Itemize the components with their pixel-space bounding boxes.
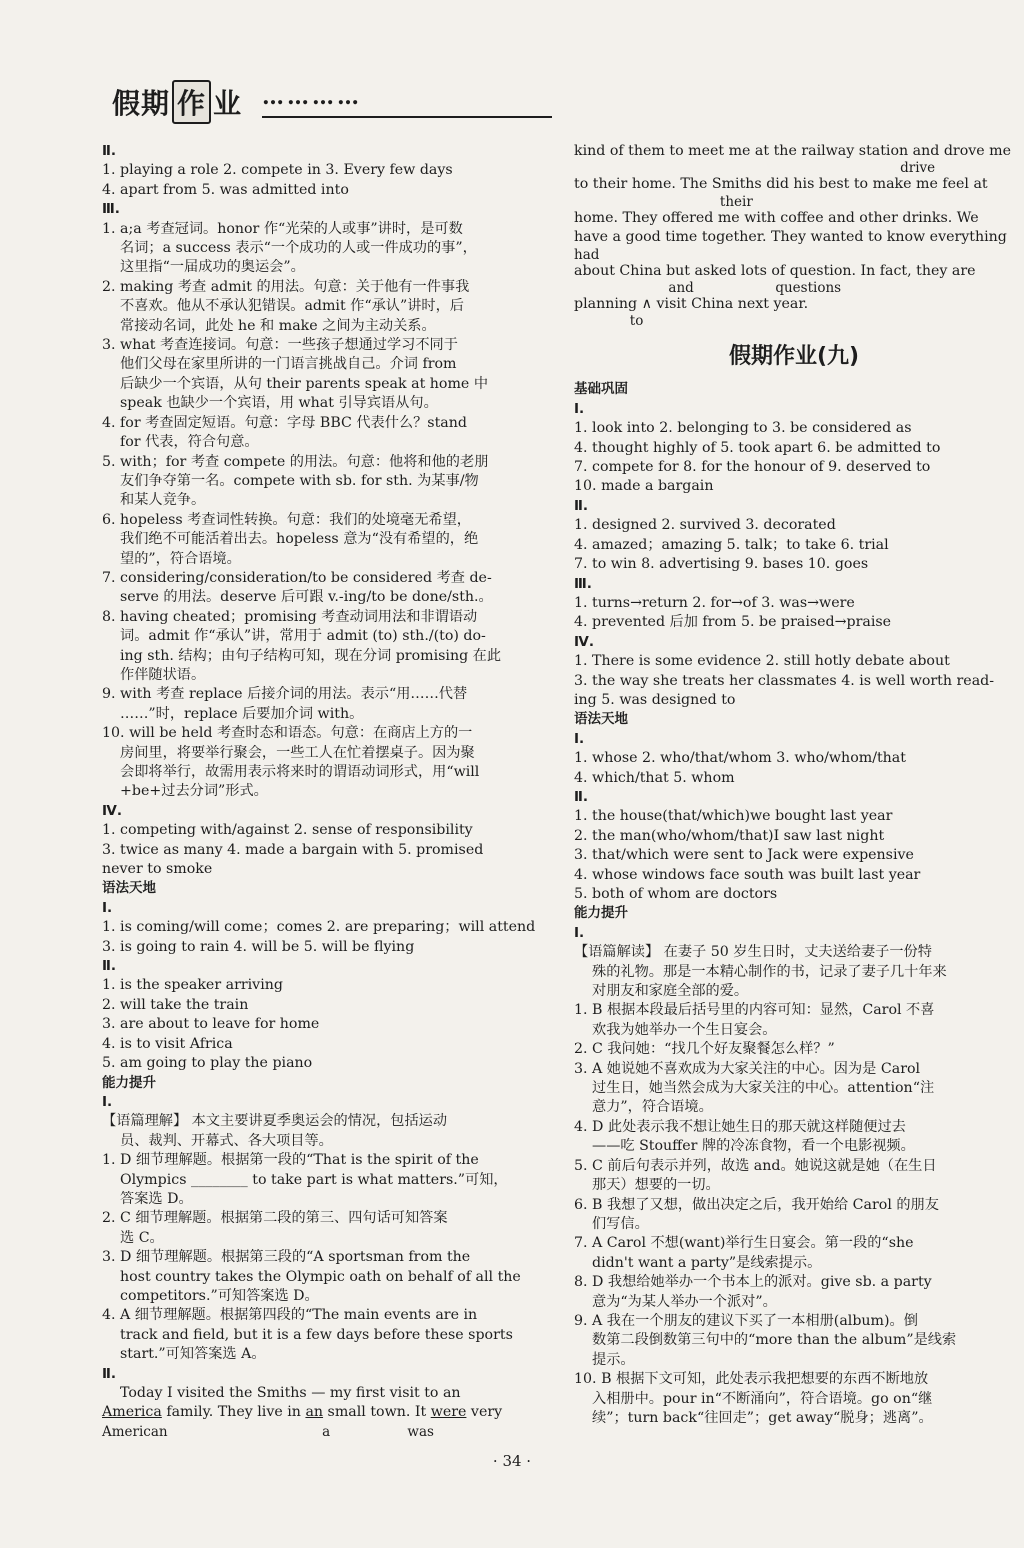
- right-line-12: 4. prevented 后加 from 5. be praised→praise: [574, 614, 892, 631]
- left-line-31: 房间里，将要举行聚会，一些工人在忙着摆桌子。因为聚: [120, 744, 475, 761]
- right-line-35: 3. A 她说她不喜欢成为大家关注的中心。因为是 Carol: [574, 1060, 921, 1077]
- right-top-line-7: about China but asked lots of question. In fact, they are: [574, 262, 976, 279]
- left-line-35: 1. competing with/against 2. sense of responsibility: [102, 822, 473, 839]
- right-top-line-3: their: [574, 193, 753, 210]
- right-line-31: 对朋友和家庭全部的爱。: [592, 983, 749, 1000]
- left-line-63: Ⅱ.: [102, 1365, 117, 1382]
- left-line-50: 【语篇理解】 本文主要讲夏季奥运会的情况，包括运动: [102, 1113, 448, 1130]
- right-line-16: ing 5. was designed to: [574, 691, 736, 708]
- left-column: [102, 142, 540, 1442]
- right-line-37: 意力”，符合语境。: [592, 1099, 713, 1116]
- right-top-line-10: to: [574, 313, 644, 330]
- left-line-26: ing sth. 结构；由句子结构可知，现在分词 promising 在此: [120, 647, 502, 664]
- left-line-61: track and field, but it is a few days before these sports: [120, 1326, 513, 1343]
- right-line-52: 入相册中。pour in“不断涌向”，符合语境。go on“继: [592, 1390, 933, 1407]
- right-line-27: 能力提升: [574, 905, 628, 922]
- left-line-23: serve 的用法。deserve 后可跟 v.-ing/to be done/sth.。: [120, 589, 493, 606]
- left-line-39: Ⅰ.: [102, 899, 113, 916]
- left-line-56: 选 C。: [120, 1229, 164, 1246]
- left-line-7: 2. making 考查 admit 的用法。句意：关于他有一件事我: [102, 278, 470, 295]
- right-column: [574, 142, 1014, 1428]
- left-line-13: speak 也缺少一个宾语，用 what 引导宾语从句。: [120, 395, 438, 412]
- left-line-17: 友们争夺第一名。compete with sb. for sth. 为某事/物: [120, 472, 479, 489]
- left-line-21: 望的”，符合语境。: [120, 550, 241, 567]
- left-line-59: competitors.”可知答案选 D。: [120, 1287, 319, 1304]
- left-line-34: Ⅳ.: [102, 802, 122, 819]
- right-line-43: 们写信。: [592, 1215, 649, 1232]
- right-line-3: 4. thought highly of 5. took apart 6. be admitted to: [574, 439, 941, 456]
- right-line-5: 10. made a bargain: [574, 478, 714, 495]
- right-top-line-8: and questions: [574, 280, 842, 297]
- left-line-8: 不喜欢。他从不承认犯错误。admit 作“承认”讲时，后: [120, 298, 464, 315]
- left-line-29: ……”时，replace 后要加介词 with。: [120, 705, 364, 722]
- header-rule: [262, 116, 552, 118]
- right-line-26: 5. both of whom are doctors: [574, 886, 778, 902]
- right-line-8: 4. amazed；amazing 5. talk；to take 6. trial: [574, 536, 889, 553]
- right-line-49: 数第二段倒数第三句中的“more than the album”是线索: [592, 1332, 957, 1349]
- right-line-48: 9. A 我在一个朋友的建议下买了一本相册(album)。倒: [574, 1312, 918, 1329]
- right-line-2: 1. look into 2. belonging to 3. be considered as: [574, 420, 912, 437]
- right-line-6: Ⅱ.: [574, 497, 589, 514]
- right-line-18: Ⅰ.: [574, 730, 585, 747]
- left-line-15: for 代表，符合句意。: [120, 434, 259, 451]
- section-title: 假期作业(九): [728, 344, 860, 370]
- right-line-38: 4. D 此处表示我不想让她生日的那天就这样随便过去: [574, 1118, 906, 1135]
- left-line-20: 我们绝不可能活着出去。hopeless 意为“没有希望的，绝: [120, 531, 479, 548]
- left-line-54: 答案选 D。: [120, 1190, 193, 1207]
- right-line-50: 提示。: [592, 1351, 635, 1368]
- left-line-4: 1. a;a 考查冠词。honor 作“光荣的人或事”讲时，是可数: [102, 220, 463, 237]
- correction-line2_pre: America: [102, 1404, 162, 1421]
- right-line-51: 10. B 根据下文可知，此处表示我把想要的东西不断地放: [574, 1371, 929, 1388]
- right-line-33: 欢我为她举办一个生日宴会。: [592, 1021, 777, 1038]
- left-line-11: 他们父母在家里所讲的一门语言挑战自己。介词 from: [120, 356, 457, 373]
- left-line-42: Ⅱ.: [102, 958, 117, 975]
- left-line-53: Olympics ________ to take part is what matters.”可知，: [120, 1171, 508, 1188]
- right-line-22: 1. the house(that/which)we bought last year: [574, 808, 893, 825]
- brand-logo: 假期 作 业: [112, 80, 242, 124]
- page-header: [112, 80, 442, 126]
- right-line-23: 2. the man(who/whom/that)I saw last night: [574, 827, 885, 844]
- right-line-25: 4. whose windows face south was built last year: [574, 866, 921, 883]
- right-line-42: 6. B 我想了又想，做出决定之后，我开始给 Carol 的朋友: [574, 1196, 939, 1213]
- right-line-9: 7. to win 8. advertising 9. bases 10. goes: [574, 556, 869, 573]
- left-line-5: 名词；a success 表示“一个成功的人或一件成功的事”，: [120, 240, 477, 257]
- left-line-40: 1. is coming/will come；comes 2. are preparing；will attend: [102, 919, 536, 936]
- left-line-49: Ⅰ.: [102, 1093, 113, 1110]
- left-line-33: +be+过去分词”形式。: [120, 783, 268, 800]
- left-line-46: 4. is to visit Africa: [102, 1035, 233, 1052]
- right-top-line-5: have a good time together. They wanted to know everything: [574, 229, 1007, 246]
- left-line-2: 4. apart from 5. was admitted into: [102, 181, 349, 198]
- right-line-29: 【语篇解读】 在妻子 50 岁生日时，丈夫送给妻子一份特: [574, 944, 932, 961]
- left-line-1: 1. playing a role 2. compete in 3. Every few days: [102, 162, 453, 179]
- left-line-25: 词。admit 作“承认”讲，常用于 admit (to) sth./(to) do-: [120, 628, 486, 645]
- left-line-44: 2. will take the train: [102, 996, 249, 1013]
- left-line-38: 语法天地: [102, 880, 156, 897]
- right-top-line-2: to their home. The Smiths did his best to make me feel at: [574, 176, 988, 193]
- right-line-39: ——吃 Stouffer 牌的冷冻食物，看一个电影视频。: [592, 1138, 915, 1155]
- left-line-27: 作伴随状语。: [120, 666, 206, 683]
- right-line-4: 7. compete for 8. for the honour of 9. deserved to: [574, 459, 931, 476]
- right-line-1: Ⅰ.: [574, 400, 585, 417]
- right-line-11: 1. turns→return 2. for→of 3. was→were: [574, 594, 855, 611]
- correction-line-2: [102, 1403, 540, 1422]
- right-line-0: 基础巩固: [574, 381, 628, 398]
- right-line-17: 语法天地: [574, 711, 628, 728]
- left-line-28: 9. with 考查 replace 后接介词的用法。表示“用……代替: [102, 686, 468, 703]
- right-line-20: 4. which/that 5. whom: [574, 769, 735, 786]
- left-line-14: 4. for 考查固定短语。句意：字母 BBC 代表什么？stand: [102, 414, 467, 431]
- left-line-55: 2. C 细节理解题。根据第二段的第三、四句话可知答案: [102, 1210, 448, 1227]
- brand-dots: …………: [262, 84, 362, 110]
- left-line-10: 3. what 考查连接词。句意：一些孩子想通过学习不同于: [102, 337, 458, 354]
- right-line-32: 1. B 根据本段最后括号里的内容可知：显然，Carol 不喜: [574, 1002, 935, 1019]
- correction-line2_mid1: family. They live in: [161, 1404, 306, 1421]
- left-line-3: Ⅲ.: [102, 201, 120, 218]
- right-line-28: Ⅰ.: [574, 924, 585, 941]
- right-top-line-0: kind of them to meet me at the railway station and drove me: [574, 143, 1012, 159]
- left-line-58: host country takes the Olympic oath on behalf of all the: [120, 1268, 521, 1285]
- right-line-34: 2. C 我问她：“找几个好友聚餐怎么样？”: [574, 1041, 835, 1058]
- left-line-57: 3. D 细节理解题。根据第三段的“A sportsman from the: [102, 1249, 471, 1266]
- right-line-21: Ⅱ.: [574, 788, 589, 805]
- right-line-41: 那天）想要的一切。: [592, 1177, 720, 1194]
- page-number: · 34 ·: [492, 1452, 532, 1470]
- right-line-14: 1. There is some evidence 2. still hotly debate about: [574, 653, 950, 670]
- left-line-62: start.”可知答案选 A。: [120, 1346, 266, 1363]
- right-line-47: 意为“为某人举办一个派对”。: [592, 1293, 777, 1310]
- left-line-52: 1. D 细节理解题。根据第一段的“That is the spirit of the: [102, 1152, 479, 1169]
- left-line-12: 后缺少一个宾语，从句 their parents speak at home 中: [120, 375, 489, 392]
- left-line-24: 8. having cheated；promising 考查动词用法和非谓语动: [102, 608, 478, 625]
- correction-line-1: Today I visited the Smiths — my first visit to an: [120, 1385, 461, 1401]
- right-line-19: 1. whose 2. who/that/whom 3. who/whom/that: [574, 750, 906, 767]
- correction-line2_were: were: [430, 1404, 467, 1421]
- right-line-13: Ⅳ.: [574, 633, 594, 650]
- left-line-30: 10. will be held 考查时态和语态。句意：在商店上方的一: [102, 725, 473, 742]
- left-line-51: 员、裁判、开幕式、各大项目等。: [120, 1132, 333, 1149]
- left-line-32: 会即将举行，故需用表示将来时的谓语动词形式，用“will: [120, 764, 480, 780]
- left-line-47: 5. am going to play the piano: [102, 1055, 313, 1072]
- left-line-18: 和某人竞争。: [120, 492, 206, 509]
- correction-line2_post: very: [466, 1404, 503, 1421]
- left-line-9: 常接动名词，此处 he 和 make 之间为主动关系。: [120, 317, 436, 334]
- correction-line2_an: an: [305, 1404, 324, 1421]
- left-line-41: 3. is going to rain 4. will be 5. will be flying: [102, 938, 415, 955]
- left-line-60: 4. A 细节理解题。根据第四段的“The main events are in: [102, 1307, 478, 1324]
- right-line-46: 8. D 我想给她举办一个书本上的派对。give sb. a party: [574, 1274, 932, 1291]
- right-line-53: 续”；turn back“往回走”；get away“脱身；逃离”。: [592, 1409, 933, 1426]
- right-line-40: 5. C 前后句表示并列，故选 and。她说这就是她（在生日: [574, 1157, 937, 1174]
- left-line-45: 3. are about to leave for home: [102, 1016, 320, 1033]
- left-line-43: 1. is the speaker arriving: [102, 977, 283, 994]
- right-line-30: 殊的礼物。那是一本精心制作的书，记录了妻子几十年来: [592, 963, 947, 980]
- left-line-37: never to smoke: [102, 861, 213, 878]
- correction-line2_mid2: small town. It: [323, 1404, 431, 1421]
- right-top-line-9: planning ∧ visit China next year.: [574, 296, 809, 313]
- left-line-48: 能力提升: [102, 1074, 156, 1091]
- left-line-19: 6. hopeless 考查词性转换。句意：我们的处境毫无希望，: [102, 511, 471, 528]
- right-line-7: 1. designed 2. survived 3. decorated: [574, 517, 836, 534]
- right-line-44: 7. A Carol 不想(want)举行生日宴会。第一段的“she: [574, 1235, 914, 1252]
- left-line-16: 5. with；for 考查 compete 的用法。句意：他将和他的老朋: [102, 453, 489, 470]
- left-line-36: 3. twice as many 4. made a bargain with 5. promised: [102, 841, 484, 858]
- right-line-36: 过生日，她当然会成为大家关注的中心。attention“注: [592, 1080, 935, 1097]
- left-line-22: 7. considering/consideration/to be considered 考查 de-: [102, 569, 492, 586]
- right-line-45: didn't want a party”是线索提示。: [592, 1254, 822, 1271]
- right-top-line-4: home. They offered me with coffee and other drinks. We: [574, 209, 979, 226]
- left-line-0: Ⅱ.: [102, 143, 117, 159]
- correction-sub-line: American a was: [102, 1423, 434, 1440]
- right-top-line-1: drive: [574, 160, 936, 177]
- right-top-line-6: had: [574, 246, 600, 263]
- right-line-10: Ⅲ.: [574, 575, 592, 592]
- right-line-15: 3. the way she treats her classmates 4. is well worth read-: [574, 672, 995, 689]
- right-line-24: 3. that/which were sent to Jack were expensive: [574, 847, 914, 864]
- left-line-6: 这里指“一届成功的奥运会”。: [120, 259, 305, 276]
